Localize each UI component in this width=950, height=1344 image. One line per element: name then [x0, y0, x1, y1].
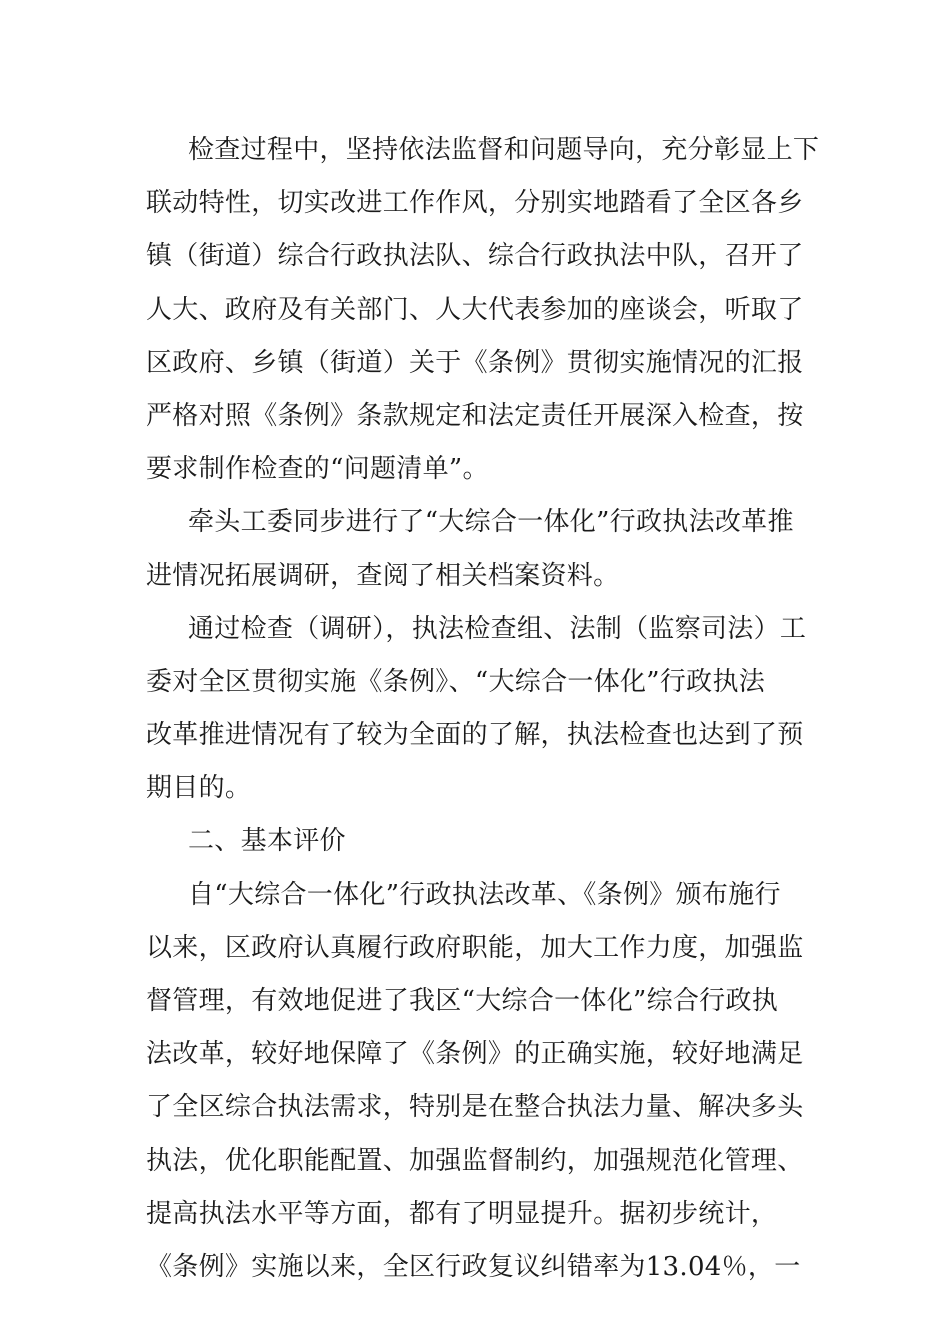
paragraph-start-line: 自“大综合一体化”行政执法改革、《条例》颁布施行	[188, 879, 781, 910]
text-line: 执法，优化职能配置、加强监督制约，加强规范化管理、	[146, 1145, 804, 1176]
text-line: 提高执法水平等方面，都有了明显提升。据初步统计，	[146, 1198, 778, 1229]
paragraph-start-line: 牵头工委同步进行了“大综合一体化”行政执法改革推	[188, 507, 794, 538]
text-line: 进情况拓展调研，查阅了相关档案资料。	[146, 560, 620, 591]
paragraph-start-line: 通过检查（调研），执法检查组、法制（监察司法）工	[188, 613, 807, 644]
text-line: 严格对照《条例》条款规定和法定责任开展深入检查，按	[146, 400, 804, 431]
text-line: 改革推进情况有了较为全面的了解，执法检查也达到了预	[146, 720, 804, 751]
text-line: 法改革，较好地保障了《条例》的正确实施，较好地满足	[146, 1039, 804, 1070]
text-line: 镇（街道）综合行政执法队、综合行政执法中队，召开了	[146, 241, 804, 272]
text-line: 以来，区政府认真履行政府职能，加大工作力度，加强监	[146, 932, 804, 963]
text-line: 联动特性，切实改进工作作风，分别实地踏看了全区各乡	[146, 188, 804, 219]
document-body	[146, 124, 820, 1294]
text-line: 要求制作检查的“问题清单”。	[146, 454, 489, 485]
text-line: 期目的。	[146, 773, 252, 804]
text-line: 督管理，有效地促进了我区“大综合一体化”综合行政执	[146, 986, 779, 1016]
paragraph-start-line: 检查过程中，坚持依法监督和问题导向，充分彰显上下	[188, 135, 820, 165]
text-line: 委对全区贯彻实施《条例》、“大综合一体化”行政执法	[146, 666, 766, 697]
text-line: 人大、政府及有关部门、人大代表参加的座谈会，听取了	[146, 294, 804, 325]
text-line: 《条例》实施以来，全区行政复议纠错率为13.04％，一	[146, 1251, 801, 1282]
paragraph-start-line: 二、基本评价	[188, 826, 346, 857]
text-line: 了全区综合执法需求，特别是在整合执法力量、解决多头	[146, 1092, 804, 1123]
text-line: 区政府、乡镇（街道）关于《条例》贯彻实施情况的汇报	[146, 347, 804, 378]
